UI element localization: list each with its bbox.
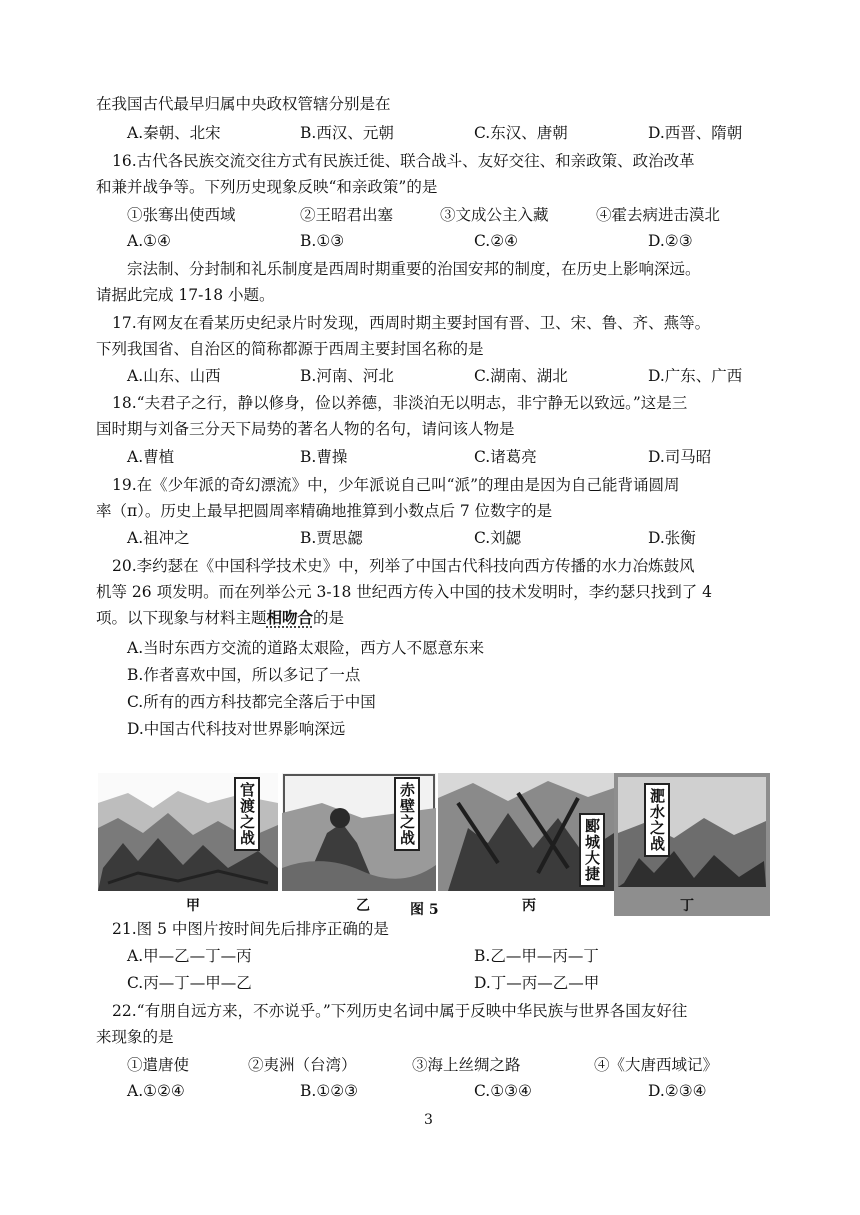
- figure-caption-jia: 甲: [186, 898, 200, 914]
- q22-option-c: C.①③④: [474, 1082, 532, 1100]
- q20-option-b: B.作者喜欢中国，所以多记了一点: [127, 666, 361, 684]
- q20-option-d: D.中国古代科技对世界影响深远: [127, 720, 346, 738]
- q21-option-c: C.丙—丁—甲—乙: [127, 974, 252, 992]
- q17-stem-line1: 17.有网友在看某历史纪录片时发现，西周时期主要封国有晋、卫、宋、鲁、齐、燕等。: [112, 314, 711, 332]
- q16-option-d: D.②③: [648, 232, 693, 250]
- q22-option-a: A.①②④: [127, 1082, 185, 1100]
- q22-option-b: B.①②③: [300, 1082, 359, 1100]
- intro-17-18-line1: 宗法制、分封制和礼乐制度是西周时期重要的治国安邦的制度，在历史上影响深远。: [127, 260, 701, 278]
- q19-stem-line1: 19.在《少年派的奇幻漂流》中，少年派说自己叫“派”的理由是因为自己能背诵圆周: [112, 476, 680, 494]
- q18-option-c: C.诸葛亮: [474, 448, 537, 466]
- q21-option-a: A.甲—乙—丁—丙: [127, 947, 252, 965]
- q18-option-b: B.曹操: [300, 448, 348, 466]
- page-number: 3: [424, 1112, 433, 1128]
- q20-option-a: A.当时东西方交流的道路太艰险，西方人不愿意东来: [127, 639, 485, 657]
- q17-option-d: D.广东、广西: [648, 367, 743, 385]
- q17-option-c: C.湖南、湖北: [474, 367, 568, 385]
- q22-item-3: ③海上丝绸之路: [412, 1056, 521, 1074]
- q22-item-2: ②夷洲（台湾）: [248, 1056, 357, 1074]
- figure-caption-ding: 丁: [680, 898, 694, 914]
- q20-stem-line3-pre: 项。以下现象与材料主题: [96, 609, 267, 627]
- q16-option-c: C.②④: [474, 232, 519, 250]
- q20-emphasis-keyword: 相吻合: [266, 608, 314, 627]
- intro-17-18-line2: 请据此完成 17-18 小题。: [96, 286, 275, 304]
- q22-item-1: ①遣唐使: [127, 1056, 190, 1074]
- q18-option-d: D.司马昭: [648, 448, 712, 466]
- q17-stem-line2: 下列我国省、自治区的简称都源于西周主要封国名称的是: [96, 340, 484, 358]
- q21-stem: 21.图 5 中图片按时间先后排序正确的是: [112, 920, 389, 938]
- figure-5: [98, 773, 770, 916]
- q16-item-3: ③文成公主入藏: [440, 206, 549, 224]
- q19-option-b: B.贾思勰: [300, 529, 363, 547]
- q22-option-d: D.②③④: [648, 1082, 707, 1100]
- q16-item-2: ②王昭君出塞: [300, 206, 394, 224]
- q21-option-b: B.乙—甲—丙—丁: [474, 947, 599, 965]
- q20-stem-line1: 20.李约瑟在《中国科学技术史》中，列举了中国古代科技向西方传播的水力冶炼鼓风: [112, 557, 695, 575]
- q16-option-a: A.①④: [127, 232, 171, 250]
- figure-panel-bing-label: 郾城大捷: [579, 813, 605, 887]
- q16-stem-line1: 16.古代各民族交流交往方式有民族迁徙、联合战斗、友好交往、和亲政策、政治改革: [112, 152, 695, 170]
- q15-option-a: A.秦朝、北宋: [127, 124, 221, 142]
- figure-caption-yi: 乙: [356, 898, 370, 914]
- q21-option-d: D.丁—丙—乙—甲: [474, 974, 600, 992]
- q22-item-4: ④《大唐西域记》: [594, 1056, 719, 1074]
- q19-stem-line2: 率（π）。历史上最早把圆周率精确地推算到小数点后 7 位数字的是: [96, 502, 553, 520]
- q19-option-d: D.张衡: [648, 529, 696, 547]
- q17-option-b: B.河南、河北: [300, 367, 394, 385]
- q22-stem-line2: 来现象的是: [96, 1028, 174, 1046]
- q15-stem-tail: 在我国古代最早归属中央政权管辖分别是在: [96, 95, 391, 113]
- figure-panel-jia-label: 官渡之战: [234, 777, 260, 851]
- figure-title: 图 5: [410, 902, 439, 918]
- q20-stem-line3-post: 的是: [313, 609, 345, 627]
- q16-item-4: ④霍去病进击漠北: [596, 206, 721, 224]
- figure-panel-yi-label: 赤壁之战: [394, 777, 420, 851]
- q16-item-1: ①张骞出使西域: [127, 206, 236, 224]
- figure-panel-ding-label: 淝水之战: [644, 783, 670, 857]
- q20-stem-line2: 机等 26 项发明。而在列举公元 3-18 世纪西方传入中国的技术发明时，李约瑟只找到了 4: [96, 583, 713, 601]
- q16-option-b: B.①③: [300, 232, 345, 250]
- q20-option-c: C.所有的西方科技都完全落后于中国: [127, 693, 376, 711]
- q16-stem-line2: 和兼并战争等。下列历史现象反映“和亲政策”的是: [96, 178, 438, 196]
- q15-option-d: D.西晋、隋朝: [648, 124, 743, 142]
- q15-option-c: C.东汉、唐朝: [474, 124, 568, 142]
- q15-option-b: B.西汉、元朝: [300, 124, 394, 142]
- q19-option-c: C.刘勰: [474, 529, 522, 547]
- q22-stem-line1: 22.“有朋自远方来，不亦说乎。”下列历史名词中属于反映中华民族与世界各国友好往: [112, 1002, 688, 1020]
- q17-option-a: A.山东、山西: [127, 367, 221, 385]
- q20-stem-line3: [96, 607, 344, 629]
- q19-option-a: A.祖冲之: [127, 529, 190, 547]
- q18-stem-line1: 18.“夫君子之行，静以修身，俭以养德，非淡泊无以明志，非宁静无以致远。”这是三: [112, 394, 688, 412]
- q18-option-a: A.曹植: [127, 448, 175, 466]
- q18-stem-line2: 国时期与刘备三分天下局势的著名人物的名句，请问该人物是: [96, 420, 515, 438]
- figure-caption-bing: 丙: [522, 898, 536, 914]
